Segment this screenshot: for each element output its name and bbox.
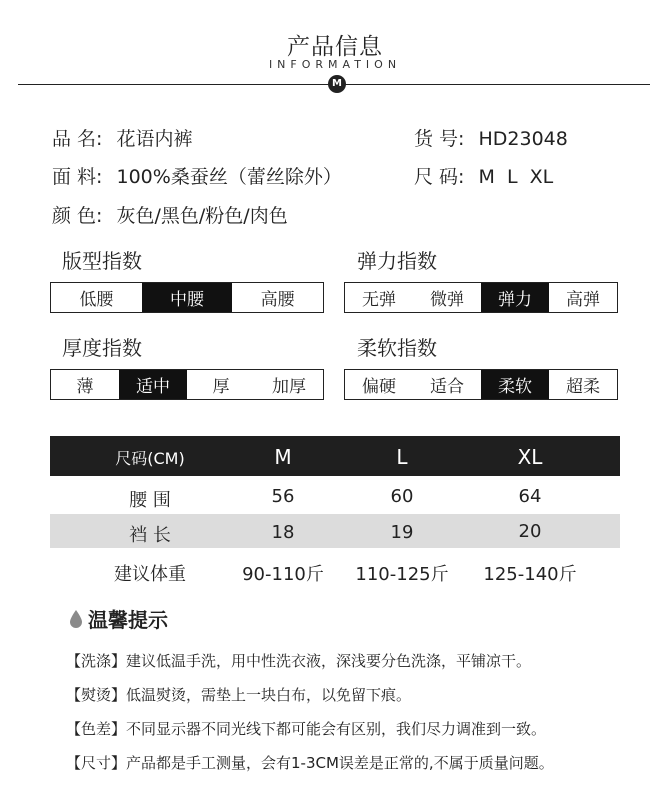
info-name xyxy=(52,124,193,151)
tip-iron-tag: 【熨烫】 xyxy=(66,686,127,704)
size-row-weight-label: 建议体重 xyxy=(114,564,186,585)
info-fabric-value: 100%桑蚕丝（蕾丝除外） xyxy=(116,166,342,188)
tip-wash-tag: 【洗涤】 xyxy=(66,652,127,670)
index-option: 弹力 xyxy=(481,283,549,312)
index-thickness-scale xyxy=(50,369,324,400)
tip-size xyxy=(66,752,554,773)
index-softness-title: 柔软指数 xyxy=(357,336,437,360)
index-stretch-scale xyxy=(344,282,618,313)
tips-title: 温馨提示 xyxy=(88,608,168,632)
index-option: 无弹 xyxy=(362,290,396,310)
index-fit-scale xyxy=(50,282,324,313)
size-row-waist-m: 56 xyxy=(271,486,295,507)
page-title: 产品信息 xyxy=(287,34,383,60)
index-option: 超柔 xyxy=(566,377,600,397)
index-option: 中腰 xyxy=(142,283,233,312)
size-row-rise-xl: 20 xyxy=(518,521,542,542)
size-row-waist-xl: 64 xyxy=(518,486,542,507)
info-item-value: HD23048 xyxy=(478,128,568,150)
size-row-rise-l: 19 xyxy=(390,522,414,543)
info-size-label: 尺 码: xyxy=(414,166,465,188)
index-option: 高弹 xyxy=(566,290,600,310)
index-softness-scale xyxy=(344,369,618,400)
size-row-rise-m: 18 xyxy=(271,522,295,543)
index-thickness-title: 厚度指数 xyxy=(62,336,142,360)
size-row-rise-label: 裆 长 xyxy=(129,525,171,546)
info-name-value: 花语内裤 xyxy=(116,128,193,150)
size-table-header-label: 尺码(CM) xyxy=(115,449,185,468)
index-option: 偏硬 xyxy=(362,377,396,397)
info-name-label: 品 名: xyxy=(52,128,103,150)
size-table-header-xl: XL xyxy=(517,445,543,469)
size-row-waist-label: 腰 围 xyxy=(129,490,171,511)
tip-wash xyxy=(66,650,531,671)
tip-iron xyxy=(66,684,411,705)
index-option: 厚 xyxy=(212,377,230,397)
index-option: 低腰 xyxy=(79,290,114,310)
info-color-label: 颜 色: xyxy=(52,205,103,227)
index-option: 高腰 xyxy=(260,290,295,310)
index-option: 微弹 xyxy=(430,290,464,310)
index-option: 加厚 xyxy=(272,377,306,397)
index-option: 适合 xyxy=(430,377,464,397)
info-fabric xyxy=(52,162,342,189)
page-subtitle: INFORMATION xyxy=(268,58,402,71)
info-fabric-label: 面 料: xyxy=(52,166,103,188)
size-row-weight-xl: 125-140斤 xyxy=(483,564,577,585)
size-row-waist-l: 60 xyxy=(390,486,414,507)
size-table-header-l: L xyxy=(396,445,408,469)
info-size xyxy=(414,162,553,189)
tip-color xyxy=(66,718,546,739)
index-option: 适中 xyxy=(119,370,187,399)
index-fit-title: 版型指数 xyxy=(62,249,142,273)
tip-size-text: 产品都是手工测量，会有1-3CM误差是正常的,不属于质量问题。 xyxy=(126,754,554,772)
index-option: 薄 xyxy=(76,377,94,397)
tip-size-tag: 【尺寸】 xyxy=(66,754,127,772)
tip-color-tag: 【色差】 xyxy=(66,720,127,738)
index-option: 柔软 xyxy=(481,370,549,399)
tip-wash-text: 建议低温手洗，用中性洗衣液，深浅要分色洗涤，平铺凉干。 xyxy=(126,652,532,670)
drop-icon xyxy=(68,609,84,629)
info-size-value: M L XL xyxy=(478,166,554,188)
header-badge: M xyxy=(328,75,346,93)
tip-color-text: 不同显示器不同光线下都可能会有区别，我们尽力调准到一致。 xyxy=(126,720,547,738)
size-row-weight-l: 110-125斤 xyxy=(355,564,449,585)
info-color xyxy=(52,201,288,228)
tip-iron-text: 低温熨烫，需垫上一块白布，以免留下痕。 xyxy=(126,686,412,704)
index-stretch-title: 弹力指数 xyxy=(357,249,437,273)
info-item xyxy=(414,124,568,151)
size-row-weight-m: 90-110斤 xyxy=(242,564,324,585)
info-item-label: 货 号: xyxy=(414,128,465,150)
info-color-value: 灰色/黑色/粉色/肉色 xyxy=(116,205,288,227)
size-table-header-m: M xyxy=(274,445,292,469)
